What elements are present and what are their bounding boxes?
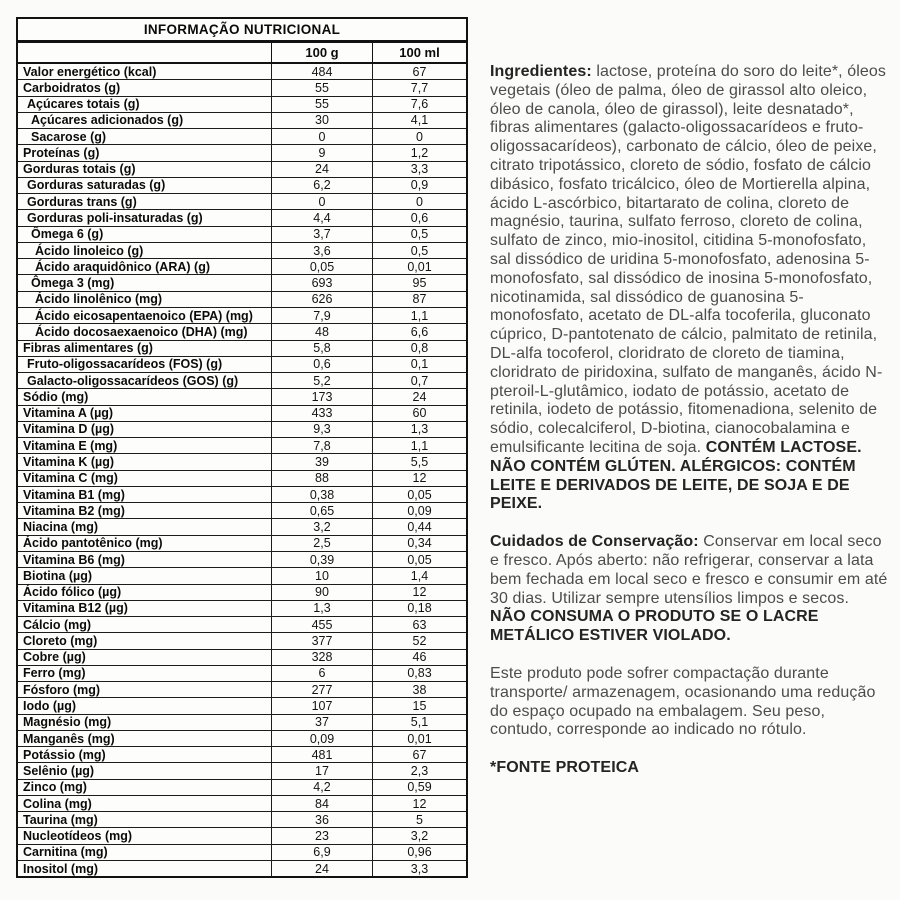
table-row: [18, 128, 466, 144]
value-100g: 2,5: [271, 536, 372, 551]
value-100ml: 67: [372, 64, 466, 79]
value-100ml: 24: [372, 389, 466, 404]
value-100g: 377: [271, 633, 372, 648]
bold-text-run: *FONTE PROTEICA: [490, 759, 640, 777]
table-row: [18, 291, 466, 307]
row-label: Açúcares adicionados (g): [31, 113, 184, 128]
value-100ml: 1,2: [372, 145, 466, 160]
table-row: [18, 844, 466, 860]
column-header-100g: 100 g: [271, 43, 372, 62]
value-100g: 24: [271, 162, 372, 177]
value-100ml: 0: [372, 194, 466, 209]
row-label: Ácido linolênico (mg): [35, 292, 163, 307]
value-100g: 1,3: [271, 601, 372, 616]
value-100g: 433: [271, 406, 372, 421]
value-100ml: 63: [372, 617, 466, 632]
row-label: Gorduras poli-insaturadas (g): [27, 211, 203, 226]
value-100ml: 1,4: [372, 568, 466, 583]
value-100ml: 7,7: [372, 80, 466, 95]
row-label: Ômega 3 (mg): [31, 276, 115, 291]
row-label: Valor energético (kcal): [23, 64, 157, 79]
value-100ml: 0,6: [372, 210, 466, 225]
value-100g: 626: [271, 292, 372, 307]
row-label: Ácido fólico (µg): [23, 585, 122, 600]
value-100g: 90: [271, 585, 372, 600]
value-100ml: 0,7: [372, 373, 466, 388]
value-100g: 55: [271, 80, 372, 95]
table-row: [18, 584, 466, 600]
value-100ml: 12: [372, 471, 466, 486]
value-100g: 481: [271, 747, 372, 762]
table-title: INFORMAÇÃO NUTRICIONAL: [18, 19, 466, 43]
row-label: Proteínas (g): [23, 145, 100, 160]
table-row: [18, 64, 466, 79]
value-100g: 277: [271, 682, 372, 697]
row-label: Selênio (µg): [23, 764, 95, 779]
value-100ml: 67: [372, 747, 466, 762]
row-label: Gorduras totais (g): [23, 162, 136, 177]
row-label: Ácido linoleico (g): [35, 243, 144, 258]
value-100g: 6,2: [271, 178, 372, 193]
value-100g: 10: [271, 568, 372, 583]
value-100ml: 0,59: [372, 780, 466, 795]
text-run: Conservar em local seco e fresco. Após aberto: não refrigerar, conservar a lata bem fechada em local seco e fresco e consumir em até 30 dias. Utilizar sempre utensílios limpos e secos.: [490, 533, 888, 607]
table-row: [18, 112, 466, 128]
table-row: [18, 79, 466, 95]
table-row: [18, 762, 466, 778]
row-label: Niacina (mg): [23, 520, 99, 535]
value-100g: 0,38: [271, 487, 372, 502]
value-100g: 3,6: [271, 243, 372, 258]
value-100g: 7,9: [271, 308, 372, 323]
value-100ml: 0,18: [372, 601, 466, 616]
table-row: [18, 649, 466, 665]
value-100g: 88: [271, 471, 372, 486]
row-label: Vitamina B1 (mg): [23, 487, 125, 502]
info-column: [490, 63, 889, 797]
value-100ml: 6,6: [372, 324, 466, 339]
table-row: [18, 632, 466, 648]
table-row: [18, 226, 466, 242]
table-row: [18, 665, 466, 681]
row-label: Sódio (mg): [23, 389, 89, 404]
table-row: [18, 518, 466, 534]
value-100ml: 0,8: [372, 341, 466, 356]
row-label: Cálcio (mg): [23, 617, 92, 632]
value-100g: 9: [271, 145, 372, 160]
value-100g: 30: [271, 113, 372, 128]
value-100ml: 46: [372, 650, 466, 665]
table-row: [18, 340, 466, 356]
value-100ml: 12: [372, 585, 466, 600]
row-label: Inositol (mg): [23, 861, 98, 876]
paragraph-ingredients: [490, 63, 889, 514]
table-row: [18, 193, 466, 209]
value-100ml: 4,1: [372, 113, 466, 128]
value-100ml: 0,96: [372, 845, 466, 860]
value-100g: 107: [271, 698, 372, 713]
value-100g: 693: [271, 275, 372, 290]
value-100ml: 52: [372, 633, 466, 648]
row-label: Ferro (mg): [23, 666, 86, 681]
value-100ml: 2,3: [372, 763, 466, 778]
table-row: [18, 616, 466, 632]
row-label: Fibras alimentares (g): [23, 341, 153, 356]
row-label: Vitamina K (µg): [23, 455, 115, 469]
table-row: [18, 714, 466, 730]
row-label: Ácido docosaexaenoico (DHA) (mg): [35, 324, 248, 339]
table-row: [18, 860, 466, 876]
value-100g: 3,7: [271, 227, 372, 242]
header-spacer-cell: [18, 43, 271, 62]
table-body: [18, 64, 466, 876]
value-100ml: 0,05: [372, 487, 466, 502]
row-label: Iodo (µg): [23, 698, 77, 713]
value-100g: 9,3: [271, 422, 372, 437]
row-label: Vitamina D (µg): [23, 422, 115, 437]
value-100g: 4,4: [271, 210, 372, 225]
value-100ml: 0,83: [372, 666, 466, 681]
paragraph-compaction-notice: [490, 665, 889, 740]
table-row: [18, 746, 466, 762]
paragraph-conservation: [490, 533, 889, 646]
table-row: [18, 730, 466, 746]
bold-text-run: Ingredientes:: [490, 63, 597, 80]
value-100ml: 5,1: [372, 715, 466, 730]
table-row: [18, 551, 466, 567]
row-label: Manganês (mg): [23, 731, 115, 746]
value-100g: 455: [271, 617, 372, 632]
row-label: Ácido araquidônico (ARA) (g): [35, 259, 210, 274]
table-row: [18, 96, 466, 112]
value-100ml: 87: [372, 292, 466, 307]
value-100g: 0,05: [271, 259, 372, 274]
value-100ml: 95: [372, 275, 466, 290]
value-100g: 0,65: [271, 503, 372, 518]
value-100ml: 1,3: [372, 422, 466, 437]
value-100ml: 0: [372, 129, 466, 144]
value-100ml: 1,1: [372, 308, 466, 323]
table-row: [18, 779, 466, 795]
value-100g: 7,8: [271, 438, 372, 453]
value-100ml: 7,6: [372, 97, 466, 112]
table-row: [18, 258, 466, 274]
row-label: Taurina (mg): [23, 812, 98, 827]
nutrition-table: [16, 17, 468, 878]
table-row: [18, 323, 466, 339]
row-label: Magnésio (mg): [23, 715, 112, 730]
table-row: [18, 453, 466, 469]
row-label: Biotina (µg): [23, 568, 92, 583]
row-label: Açúcares totais (g): [27, 97, 140, 112]
table-row: [18, 567, 466, 583]
bold-text-run: CONTÉM LACTOSE. NÃO CONTÉM GLÚTEN. ALÉRGICOS: CONTÉM LEITE E DERIVADOS DE LEITE, DE SOJA E DE PEIXE.: [490, 438, 862, 513]
value-100g: 6,9: [271, 845, 372, 860]
row-label: Zinco (mg): [23, 780, 87, 795]
value-100g: 23: [271, 828, 372, 843]
row-label: Carnitina (mg): [23, 845, 108, 860]
row-label: Sacarose (g): [31, 129, 107, 144]
value-100ml: 3,2: [372, 828, 466, 843]
row-label: Vitamina B6 (mg): [23, 552, 125, 567]
row-label: Ácido eicosapentaenoico (EPA) (mg): [35, 308, 253, 323]
value-100ml: 0,5: [372, 227, 466, 242]
row-label: Galacto-oligossacarídeos (GOS) (g): [27, 373, 239, 388]
row-label: Cobre (µg): [23, 650, 86, 665]
table-row: [18, 795, 466, 811]
value-100ml: 0,05: [372, 552, 466, 567]
table-row: [18, 811, 466, 827]
value-100ml: 1,1: [372, 438, 466, 453]
row-label: Ômega 6 (g): [31, 227, 104, 242]
column-header-100ml: 100 ml: [372, 43, 466, 62]
table-row: [18, 486, 466, 502]
table-row: [18, 502, 466, 518]
value-100ml: 12: [372, 796, 466, 811]
value-100ml: 3,3: [372, 861, 466, 876]
value-100ml: 60: [372, 406, 466, 421]
row-label: Fruto-oligossacarídeos (FOS) (g): [27, 357, 223, 372]
row-label: Colina (mg): [23, 796, 92, 811]
table-row: [18, 437, 466, 453]
paragraph-protein-source-note: [490, 759, 889, 778]
value-100g: 173: [271, 389, 372, 404]
table-row: [18, 421, 466, 437]
value-100ml: 0,01: [372, 259, 466, 274]
table-row: [18, 600, 466, 616]
table-row: [18, 307, 466, 323]
value-100ml: 5: [372, 812, 466, 827]
value-100g: 0,39: [271, 552, 372, 567]
table-row: [18, 242, 466, 258]
table-row: [18, 681, 466, 697]
value-100ml: 0,09: [372, 503, 466, 518]
table-row: [18, 372, 466, 388]
row-label: Gorduras trans (g): [27, 194, 137, 209]
row-label: Vitamina B2 (mg): [23, 503, 125, 518]
value-100ml: 0,5: [372, 243, 466, 258]
value-100g: 0: [271, 129, 372, 144]
value-100g: 55: [271, 97, 372, 112]
table-row: [18, 470, 466, 486]
value-100g: 84: [271, 796, 372, 811]
row-label: Nucleotídeos (mg): [23, 829, 133, 844]
value-100ml: 3,3: [372, 162, 466, 177]
value-100g: 48: [271, 324, 372, 339]
row-label: Vitamina A (µg): [23, 406, 114, 421]
table-row: [18, 274, 466, 290]
value-100ml: 0,9: [372, 178, 466, 193]
value-100g: 17: [271, 763, 372, 778]
bold-text-run: Cuidados de Conservação:: [490, 533, 704, 551]
value-100ml: 0,44: [372, 519, 466, 534]
value-100g: 0,09: [271, 731, 372, 746]
value-100ml: 15: [372, 698, 466, 713]
value-100g: 39: [271, 454, 372, 469]
value-100ml: 0,1: [372, 357, 466, 372]
table-row: [18, 177, 466, 193]
row-label: Vitamina B12 (µg): [23, 601, 128, 616]
value-100ml: 0,34: [372, 536, 466, 551]
row-label: Vitamina E (mg): [23, 438, 118, 453]
value-100g: 0,6: [271, 357, 372, 372]
value-100g: 37: [271, 715, 372, 730]
value-100g: 0: [271, 194, 372, 209]
row-label: Carboidratos (g): [23, 80, 121, 95]
value-100g: 6: [271, 666, 372, 681]
value-100g: 3,2: [271, 519, 372, 534]
value-100ml: 5,5: [372, 454, 466, 469]
bold-text-run: NÃO CONSUMA O PRODUTO SE O LACRE METÁLICO ESTIVER VIOLADO.: [490, 608, 819, 645]
table-row: [18, 209, 466, 225]
value-100g: 328: [271, 650, 372, 665]
row-label: Potássio (mg): [23, 747, 106, 762]
value-100g: 36: [271, 812, 372, 827]
table-row: [18, 697, 466, 713]
table-row: [18, 388, 466, 404]
value-100ml: 0,01: [372, 731, 466, 746]
table-row: [18, 405, 466, 421]
value-100g: 5,8: [271, 341, 372, 356]
table-row: [18, 535, 466, 551]
row-label: Vitamina C (mg): [23, 471, 118, 486]
table-row: [18, 144, 466, 160]
table-row: [18, 356, 466, 372]
text-run: Este produto pode sofrer compactação durante transporte/ armazenagem, ocasionando uma redução do espaço ocupado na embalagem. Seu peso, contudo, corresponde ao indicado no rótulo.: [490, 664, 876, 739]
value-100g: 24: [271, 861, 372, 876]
row-label: Fósforo (mg): [23, 682, 101, 697]
value-100g: 5,2: [271, 373, 372, 388]
table-header-row: [18, 43, 466, 64]
table-row: [18, 827, 466, 843]
value-100ml: 38: [372, 682, 466, 697]
row-label: Cloreto (mg): [23, 633, 98, 648]
value-100g: 484: [271, 64, 372, 79]
table-row: [18, 161, 466, 177]
value-100g: 4,2: [271, 780, 372, 795]
row-label: Gorduras saturadas (g): [27, 178, 166, 193]
row-label: Ácido pantotênico (mg): [23, 536, 163, 551]
text-run: lactose, proteína do soro do leite*, óleos vegetais (óleo de palma, óleo de girassol alto oleico, óleo de canola, óleo de girassol), leite desnatado*, fibras alimentares (galacto-oligossacarídeos e fruto-oligossacarídeos), carbonato de cálcio, óleo de peixe, citrato tripotássico, cloreto de sódio, fosfato de cálcio dibásico, fosfato tricálcico, óleo de Mortierella alpina, ácido L-ascórbico, bitartarato de colina, cloreto de magnésio, taurina, sulfato ferroso, cloreto de colina, sulfato de zinco, mio-inositol, citidina 5-monofosfato, sal dissódico de uridina 5-monofosfato, adenosina 5-monofosfato, sal dissódico de inosina 5-monofosfato, nicotinamida, sal dissódico de guanosina 5-monofosfato, acetato de DL-alfa tocoferila, gluconato cúprico, D-pantotenato de cálcio, palmitato de retinila, DL-alfa tocoferol, cloridrato de cloreto de tiamina, cloridrato de piridoxina, sulfato de manganês, ácido N-pteroil-L-glutâmico, iodato de potássio, acetato de retinila, iodeto de potássio, fitomenadiona, selenito de sódio, colecalciferol, D-biotina, cianocobalamina e emulsificante lecitina de soja.: [490, 63, 887, 456]
